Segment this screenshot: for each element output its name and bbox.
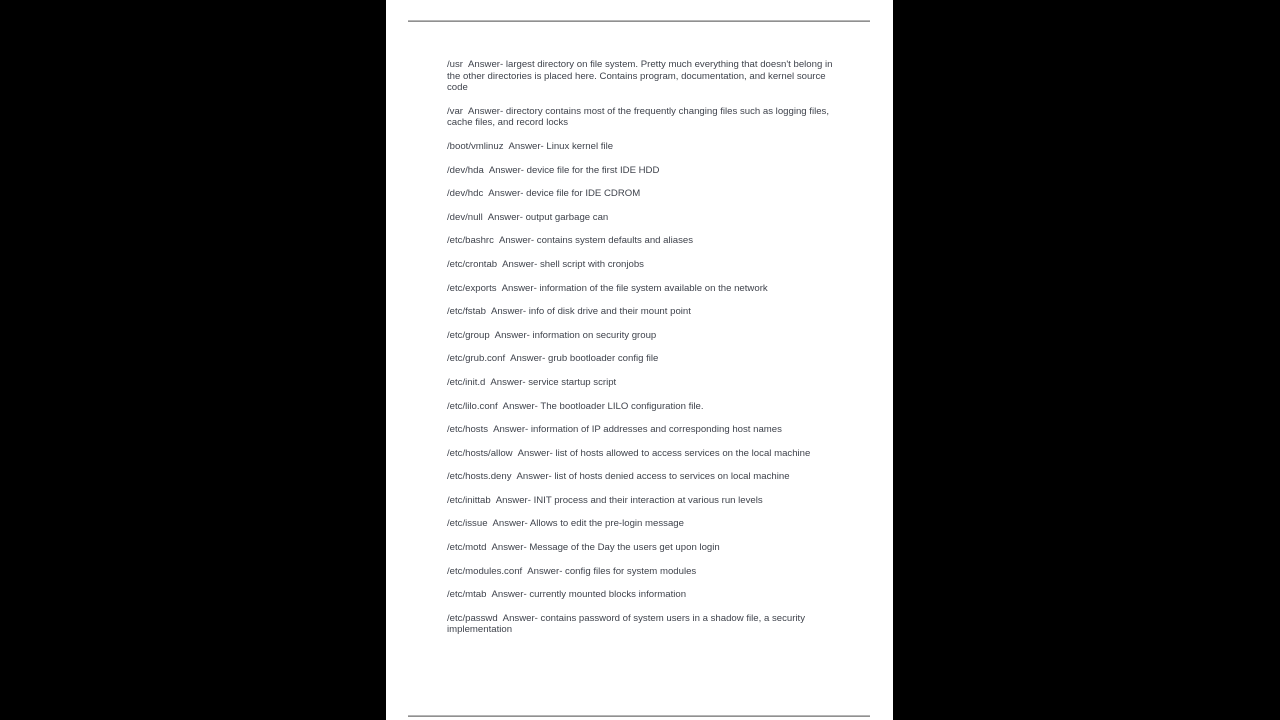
file-description-entry [447,330,843,342]
answer-text: Answer- grub bootloader config file [510,353,659,365]
file-path: /etc/inittab [447,494,491,506]
answer-text: Answer- currently mounted blocks information [491,589,687,601]
file-description-entry [447,424,843,436]
answer-text: Answer- config files for system modules [527,565,697,577]
file-path: /etc/motd [447,542,487,554]
file-description-entry [447,518,843,530]
file-description-entry [447,471,843,483]
file-description-entry [447,306,843,318]
answer-text: Answer- Linux kernel file [508,140,614,152]
file-description-entry [447,59,843,94]
answer-text: Answer- service startup script [490,376,617,388]
file-path: /etc/passwd [447,612,498,624]
answer-text: Answer- device file for IDE CDROM [488,188,641,200]
file-path: /etc/group [447,329,490,341]
answer-text: Answer- contains password of system users in a shadow file, a security implementation [447,612,808,636]
file-description-entry [447,613,843,636]
letterbox-left [0,0,386,720]
file-path: /etc/lilo.conf [447,400,498,412]
answer-text: Answer- output garbage can [487,211,609,223]
answer-text: Answer- info of disk drive and their mount point [490,306,691,318]
answer-text: Answer- device file for the first IDE HDD [488,164,660,176]
file-path: /dev/hdc [447,188,484,200]
file-description-entry [447,542,843,554]
document-content [447,59,843,648]
file-path: /etc/fstab [447,306,486,318]
file-path: /etc/hosts/allow [447,447,513,459]
file-description-entry [447,141,843,153]
answer-text: Answer- largest directory on file system. Pretty much everything that doesn't belong in the other directories is placed here. Contains program, documentation, and kernel source code [447,59,836,94]
answer-text: Answer- Allows to edit the pre-login message [492,518,684,530]
answer-text: Answer- shell script with cronjobs [502,258,644,270]
answer-text: Answer- information on security group [494,329,657,341]
file-path: /etc/bashrc [447,235,494,247]
answer-text: Answer- information of the file system available on the network [501,282,768,294]
file-path: /etc/modules.conf [447,565,523,577]
file-description-entry [447,212,843,224]
file-path: /dev/null [447,211,483,223]
answer-text: Answer- list of hosts denied access to services on local machine [516,471,790,483]
file-description-entry [447,377,843,389]
file-path: /etc/grub.conf [447,353,506,365]
answer-text: Answer- information of IP addresses and corresponding host names [493,424,782,436]
file-path: /etc/crontab [447,258,498,270]
file-description-entry [447,106,843,129]
document-page [386,0,893,720]
file-path: /dev/hda [447,164,484,176]
answer-text: Answer- INIT process and their interaction at various run levels [495,494,763,506]
answer-text: Answer- list of hosts allowed to access services on the local machine [517,447,811,459]
file-description-entry [447,188,843,200]
header-rule [408,20,870,22]
letterbox-right [893,0,1280,720]
file-path: /var [447,105,463,117]
answer-text: Answer- The bootloader LILO configuration file. [502,400,704,412]
file-description-entry [447,165,843,177]
file-description-entry [447,589,843,601]
answer-text: Answer- Message of the Day the users get upon login [491,542,720,554]
file-description-entry [447,401,843,413]
file-description-entry [447,495,843,507]
file-description-entry [447,235,843,247]
file-path: /etc/exports [447,282,497,294]
answer-text: Answer- contains system defaults and aliases [498,235,694,247]
answer-text: Answer- directory contains most of the frequently changing files such as logging files, cache files, and record locks [447,105,832,129]
file-path: /boot/vmlinuz [447,140,504,152]
file-description-entry [447,259,843,271]
file-description-entry [447,353,843,365]
file-path: /etc/init.d [447,376,486,388]
file-path: /etc/mtab [447,589,487,601]
file-path: /usr [447,59,463,70]
file-description-entry [447,283,843,295]
file-path: /etc/issue [447,518,488,530]
file-description-entry [447,566,843,578]
file-description-entry [447,448,843,460]
file-path: /etc/hosts [447,424,489,436]
footer-rule [408,715,870,717]
file-path: /etc/hosts.deny [447,471,512,483]
